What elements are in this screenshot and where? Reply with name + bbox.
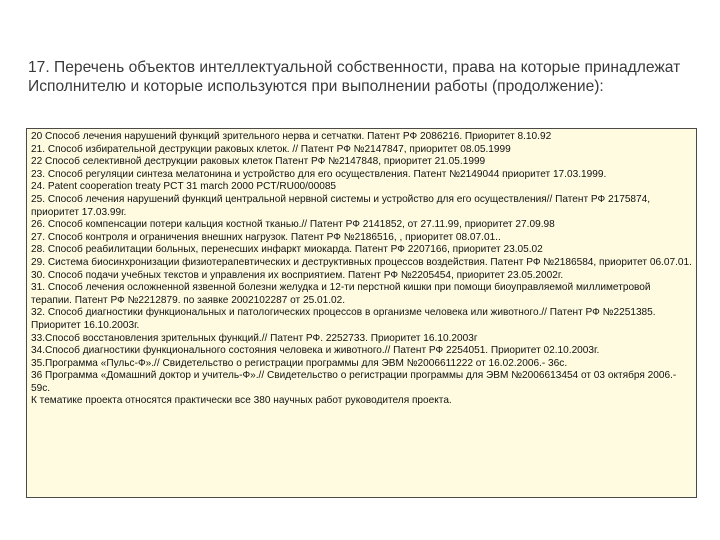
closing-note: К тематике проекта относятся практически все 380 научных работ руководителя проекта. [31, 395, 452, 407]
list-item: 35.Программа «Пульс-Ф».// Свидетельство о регистрации программы для ЭВМ №2006611222 от 16.02.2006.- 36с. [31, 357, 568, 369]
list-item: 30. Способ подачи учебных текстов и управления их восприятием. Патент РФ №2205454, приоритет 23.05.2002г. [31, 269, 564, 281]
list-item: 23. Способ регуляции синтеза мелатонина и устройство для его осуществления. Патент №2149044 приоритет 17.03.1999. [31, 168, 607, 180]
list-item: 21. Способ избирательной деструкции раковых клеток. // Патент РФ №2147847, приоритет 08.05.1999 [31, 143, 511, 155]
list-item: 22 Способ селективной деструкции раковых клеток Патент РФ №2147848, приоритет 21.05.1999 [31, 156, 486, 168]
list-item: 33.Способ восстановления зрительных функций.// Патент РФ. 2252733. Приоритет 16.10.2003г [31, 332, 478, 344]
list-item: 29. Система биосинхронизации физиотерапевтических и деструктивных процессов воздействия. Патент РФ №2186584, приоритет 06.07.01. [31, 256, 692, 268]
list-item: 27. Способ контроля и ограничения внешних нагрузок. Патент РФ №2186516, , приоритет 08.07.01.. [31, 231, 501, 243]
patent-list [26, 128, 697, 498]
list-item: 20 Способ лечения нарушений функций зрительного нерва и сетчатки. Патент РФ 2086216. Приоритет 8.10.92 [31, 131, 552, 142]
list-item: 36 Программа «Домашний доктор и учитель-Ф».// Свидетельство о регистрации программы для ЭВМ №2006613454 от 03 октября 2006.- 59с. [31, 370, 677, 394]
list-item: 24. Patent cooperation treaty PCT 31 march 2000 PCT/RU00/00085 [31, 181, 337, 193]
list-item: 32. Способ диагностики функциональных и патологических процессов в организме человека или животного.// Патент РФ №2251385. Приоритет 16.10.2003г. [31, 307, 656, 331]
list-item: 26. Способ компенсации потери кальция костной тканью.// Патент РФ 2141852, от 27.11.99, приоритет 27.09.98 [31, 219, 555, 231]
list-item: 25. Способ лечения нарушений функций центральной нервной системы и устройство для его осуществления// Патент РФ 2175874, приоритет 17.03.99г. [31, 193, 651, 218]
list-item: 28. Способ реабилитации больных, перенесших инфаркт миокарда. Патент РФ 2207166, приоритет 23.05.02 [31, 244, 543, 256]
list-item: 31. Способ лечения осложненной язвенной болезни желудка и 12-ти перстной кишки при помощи биоуправляемой миллиметровой терапии. Патент РФ №2212879. по заявке 2002102287 от 25.01.02. [31, 282, 651, 306]
slide-title: 17. Перечень объектов интеллектуальной собственности, права на которые принадлежат Исполнителю и которые используются при выполнении работы (продолжение): [28, 59, 681, 95]
list-item: 34.Способ диагностики функционального состояния человека и животного.// Патент РФ 2254051. Приоритет 02.10.2003г. [31, 345, 600, 357]
